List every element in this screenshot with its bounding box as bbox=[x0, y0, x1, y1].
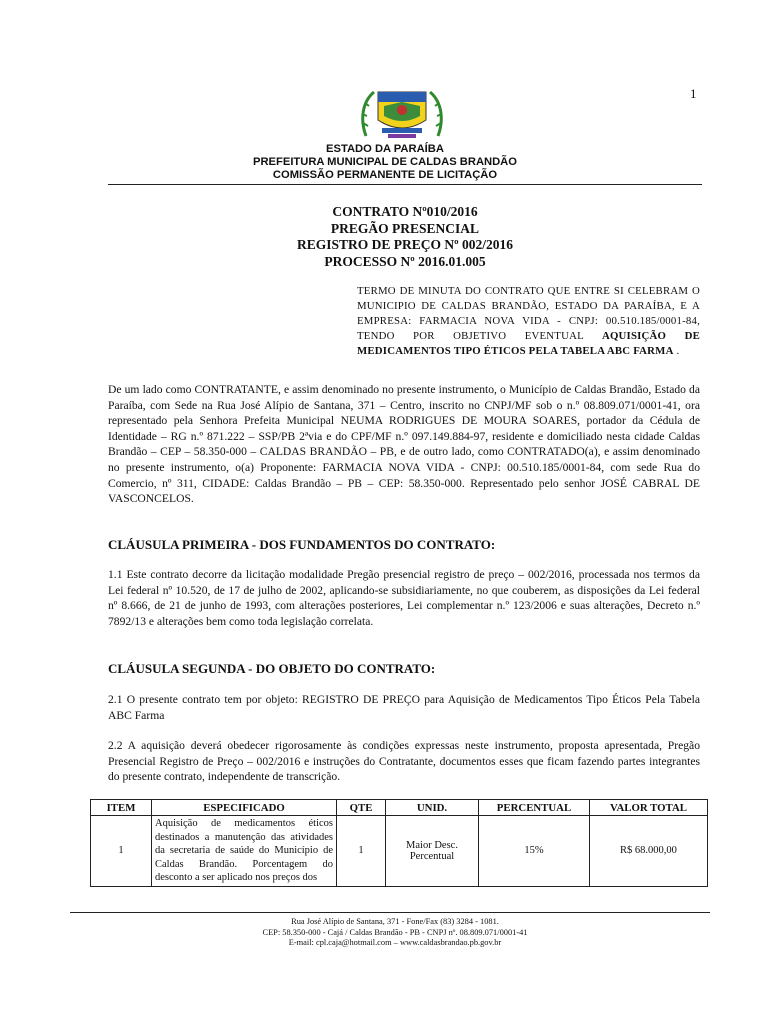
clause2-heading: CLÁUSULA SEGUNDA - DO OBJETO DO CONTRATO: bbox=[108, 661, 436, 676]
col-spec: ESPECIFICADO bbox=[152, 800, 337, 816]
cell-valor: R$ 68.000,00 bbox=[590, 816, 708, 887]
cell-item: 1 bbox=[91, 816, 152, 887]
header-commission: COMISSÃO PERMANENTE DE LICITAÇÃO bbox=[272, 169, 498, 181]
clause2-paragraph-1: 2.1 O presente contrato tem por objeto: REGISTRO DE PREÇO para Aquisição de Medicamentos Tipo Éticos Pela Tabela ABC Farma bbox=[108, 693, 700, 722]
col-unid: UNID. bbox=[386, 800, 479, 816]
summary-end: . bbox=[673, 345, 680, 357]
clause2-paragraph-2: 2.2 A aquisição deverá obedecer rigorosamente às condições expressas neste instrumento, proposta apresentada, Pregão Presencial Registro de Preço – 002/2016 e instruções do Contratante, documentos esses que ficam fazendo partes integrantes do presente contrato, independente de transcrição. bbox=[108, 739, 700, 784]
clause1-heading: CLÁUSULA PRIMEIRA - DOS FUNDAMENTOS DO CONTRATO: bbox=[108, 537, 496, 552]
cell-spec: Aquisição de medicamentos éticos destinados a manutenção das atividades da secretaria de saúde do Município de Caldas Brandão. Porcentagem do desconto a ser aplicado nos preços dos bbox=[152, 816, 337, 887]
col-item: ITEM bbox=[91, 800, 152, 816]
title-modality: PREGÃO PRESENCIAL bbox=[330, 220, 480, 236]
footer-divider bbox=[70, 912, 710, 913]
items-table bbox=[90, 799, 708, 887]
header-divider bbox=[108, 184, 702, 185]
municipal-crest-icon bbox=[356, 86, 448, 142]
institution-header bbox=[0, 143, 770, 182]
cell-percentual: 15% bbox=[479, 816, 590, 887]
contract-summary bbox=[357, 284, 700, 359]
clause1-paragraph: 1.1 Este contrato decorre da licitação modalidade Pregão presencial registro de preço – 002/2016, processada nos termos da Lei federal nº 10.520, de 17 de julho de 2002, aplicando-se subsidiariamente, no que couberem, as disposições da Lei federal nº 8.666, de 21 de junho de 1993, com alterações posteriores, Lei complementar n.º 123/2006 e suas alterações, Decreto n.º 7892/13 e alterações bem como toda legislação correlata. bbox=[108, 568, 700, 628]
header-prefecture: PREFEITURA MUNICIPAL DE CALDAS BRANDÃO bbox=[253, 156, 517, 168]
summary-text: TERMO DE MINUTA DO CONTRATO QUE ENTRE SI CELEBRAM O MUNICIPIO DE CALDAS BRANDÃO, ESTADO DA PARAÍBA, E A EMPRESA: FARMACIA NOVA VIDA - CNPJ: 00.510.185/0001-84, TENDO POR OBJETIVO EVENTUAL bbox=[357, 285, 700, 342]
parties-paragraph: De um lado como CONTRATANTE, e assim denominado no presente instrumento, o Município de Caldas Brandão, Estado da Paraíba, com Sede na Rua José Alípio de Santana, 371 – Centro, inscrito no CNPJ/MF sob o n.º 08.809.071/0001-41, ora representado pela Senhora Prefeita Municipal NEUMA RODRIGUES DE MOURA SOARES, portador da Cédula de Identidade – RG n.º 871.222 – SSP/PB 2ªvia e do CPF/MF n.º 097.149.884-97, residente e domiciliado nesta cidade Caldas Brandão – CEP – 58.350-000 – CALDAS BRANDÃO – PB, e de outro lado, como CONTRATADO(a), e assim denominado no presente instrumento, o(a) Proponente: FARMACIA NOVA VIDA - CNPJ: 00.510.185/0001-84, com sede Rua do Comercio, nº 311, CIDADE: Caldas Brandão – PB – CEP: 58.350-000. Representado pelo senhor JOSÉ CABRAL DE VASCONCELOS. bbox=[108, 383, 700, 506]
cell-unid: Maior Desc. Percentual bbox=[386, 816, 479, 887]
header-state: ESTADO DA PARAÍBA bbox=[326, 143, 444, 155]
footer bbox=[0, 917, 770, 949]
title-price-registry: REGISTRO DE PREÇO Nº 002/2016 bbox=[297, 237, 513, 252]
col-valor-total: VALOR TOTAL bbox=[590, 800, 708, 816]
summary-object: AQUISIÇÃO DE MEDICAMENTOS TIPO ÉTICOS PELA TABELA ABC FARMA bbox=[357, 330, 700, 357]
footer-address: Rua José Alípio de Santana, 371 - Fone/Fax (83) 3284 - 1081. bbox=[291, 917, 499, 926]
page-number: 1 bbox=[690, 86, 697, 101]
table-row bbox=[91, 816, 708, 887]
contract-title bbox=[0, 204, 770, 270]
footer-cep-cnpj: CEP: 58.350-000 - Cajá / Caldas Brandão - PB - CNPJ nº. 08.809.071/0001-41 bbox=[262, 927, 528, 937]
title-contract-number: CONTRATO Nº010/2016 bbox=[332, 204, 478, 219]
cell-qte: 1 bbox=[337, 816, 386, 887]
footer-contact: E-mail: cpl.caja@hotmail.com – www.caldasbrandao.pb.gov.br bbox=[288, 938, 502, 947]
col-qte: QTE bbox=[337, 800, 386, 816]
table-header-row bbox=[91, 800, 708, 816]
col-percentual: PERCENTUAL bbox=[479, 800, 590, 816]
title-process-number: PROCESSO Nº 2016.01.005 bbox=[324, 253, 486, 269]
